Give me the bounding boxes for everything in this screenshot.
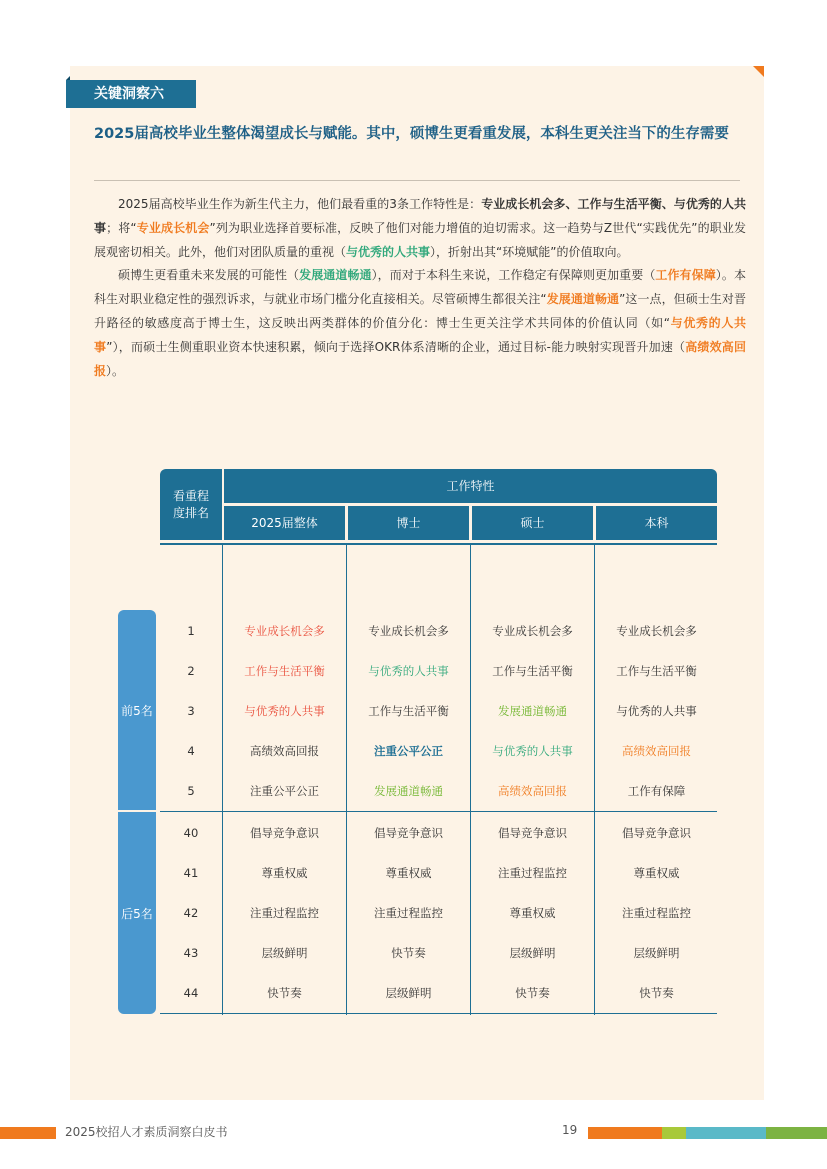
table-cell: 高绩效高回报 [622, 744, 691, 758]
table-cell: 高绩效高回报 [250, 744, 319, 758]
table-cell: 专业成长机会多 [616, 624, 697, 638]
divider [94, 180, 740, 181]
table-cell: 尊重权威 [509, 906, 556, 920]
table-cell: 专业成长机会多 [244, 624, 325, 638]
rank-cell: 3 [187, 704, 195, 718]
table-cell: 与优秀的人共事 [244, 704, 325, 718]
table-cell: 专业成长机会多 [492, 624, 573, 638]
table-cell: 工作与生活平衡 [492, 664, 573, 678]
table-cell: 注重公平公正 [374, 744, 443, 758]
group-label-bottom5: 后5名 [118, 812, 156, 1014]
table-cell: 快节奏 [515, 986, 550, 1000]
table-cell: 工作与生活平衡 [244, 664, 325, 678]
body-text [94, 193, 746, 383]
rank-cell: 2 [187, 664, 195, 678]
table-cell: 层级鲜明 [261, 946, 308, 960]
table-cell: 工作有保障 [627, 784, 686, 798]
table-cell: 尊重权威 [261, 866, 308, 880]
rank-cell: 4 [187, 744, 195, 758]
table-cell: 发展通道畅通 [374, 784, 443, 798]
table-cell: 倡导竞争意识 [498, 826, 567, 840]
paragraph-2: 硕博生更看重未来发展的可能性（发展通道畅通），而对于本科生来说，工作稳定有保障则更加重要（工作有保障）。本科生对职业稳定性的强烈诉求，与就业市场门槛分化直接相关。尽管硕博生都很关注“发展通道畅通”这一点，但硕士生对晋升路径的敏感度高于博士生，这反映出两类群体的价值分化：博士生更关注学术共同体的价值认同（如“与优秀的人共事”），而硕士生侧重职业资本快速积累，倾向于选择OKR体系清晰的企业，通过目标-能力映射实现晋升加速（高绩效高回报）。 [94, 268, 746, 378]
table-cell: 与优秀的人共事 [368, 664, 449, 678]
table-row [160, 731, 717, 771]
rank-header: 看重程度排名 [160, 469, 222, 540]
table-cell: 注重过程监控 [374, 906, 443, 920]
footer-accent-left [0, 1127, 56, 1139]
footer-bar-green [766, 1127, 827, 1139]
column-header-master: 硕士 [472, 506, 593, 540]
rank-cell: 42 [183, 906, 199, 920]
table-row [160, 893, 717, 933]
table-cell: 倡导竞争意识 [622, 826, 691, 840]
group-divider [160, 811, 717, 812]
column-header-bachelor: 本科 [596, 506, 717, 540]
table-cell: 层级鲜明 [509, 946, 556, 960]
section-tag: 关键洞察六 [66, 80, 196, 108]
rank-cell: 5 [187, 784, 195, 798]
table-cell: 工作与生活平衡 [616, 664, 697, 678]
table-row [160, 933, 717, 973]
header-underline [160, 543, 717, 545]
footer-bar-lime [662, 1127, 686, 1139]
table-cell: 与优秀的人共事 [616, 704, 697, 718]
paragraph-1: 2025届高校毕业生作为新生代主力，他们最看重的3条工作特性是：专业成长机会多、工作与生活平衡、与优秀的人共事；将“专业成长机会”列为职业选择首要标准，反映了他们对能力增值的迫切需求。这一趋势与Z世代“实践优先”的职业发展观密切相关。此外，他们对团队质量的重视（与优秀的人共事），折射出其“环境赋能”的价值取向。 [94, 197, 746, 259]
table-cell: 层级鲜明 [385, 986, 432, 1000]
group-label-top5: 前5名 [118, 610, 156, 810]
corner-accent [753, 66, 764, 77]
table-cell: 倡导竞争意识 [374, 826, 443, 840]
table-cell: 尊重权威 [385, 866, 432, 880]
table-cell: 层级鲜明 [633, 946, 680, 960]
rank-cell: 40 [183, 826, 199, 840]
table-cell: 尊重权威 [633, 866, 680, 880]
table-cell: 工作与生活平衡 [368, 704, 449, 718]
table-cell: 注重过程监控 [622, 906, 691, 920]
table-cell: 注重过程监控 [250, 906, 319, 920]
table-cell: 注重过程监控 [498, 866, 567, 880]
table-row [160, 813, 717, 853]
group-header: 工作特性 [224, 469, 717, 503]
headline: 2025届高校毕业生整体渴望成长与赋能。其中，硕博生更看重发展，本科生更关注当下的生存需要 [94, 126, 729, 142]
content-panel [70, 66, 764, 1100]
rank-cell: 44 [183, 986, 199, 1000]
table-cell: 快节奏 [267, 986, 302, 1000]
table-cell: 倡导竞争意识 [250, 826, 319, 840]
table-cell: 专业成长机会多 [368, 624, 449, 638]
table-row [160, 853, 717, 893]
table-cell: 发展通道畅通 [498, 704, 567, 718]
footer-bar-orange [588, 1127, 662, 1139]
table-row [160, 611, 717, 651]
rank-cell: 1 [187, 624, 195, 638]
table-row [160, 771, 717, 811]
table-cell: 快节奏 [639, 986, 674, 1000]
table-row [160, 651, 717, 691]
table-cell: 快节奏 [391, 946, 426, 960]
rank-cell: 43 [183, 946, 199, 960]
table-bottom-line [160, 1013, 717, 1014]
table-cell: 高绩效高回报 [498, 784, 567, 798]
table-cell: 注重公平公正 [250, 784, 319, 798]
footer-title: 2025校招人才素质洞察白皮书 [65, 1125, 228, 1139]
table-cell: 与优秀的人共事 [492, 744, 573, 758]
footer-bar-teal [686, 1127, 766, 1139]
page-number: 19 [562, 1123, 578, 1137]
column-header-phd: 博士 [348, 506, 469, 540]
table-row [160, 691, 717, 731]
column-header-overall: 2025届整体 [224, 506, 345, 540]
table-row [160, 973, 717, 1013]
rank-cell: 41 [183, 866, 199, 880]
